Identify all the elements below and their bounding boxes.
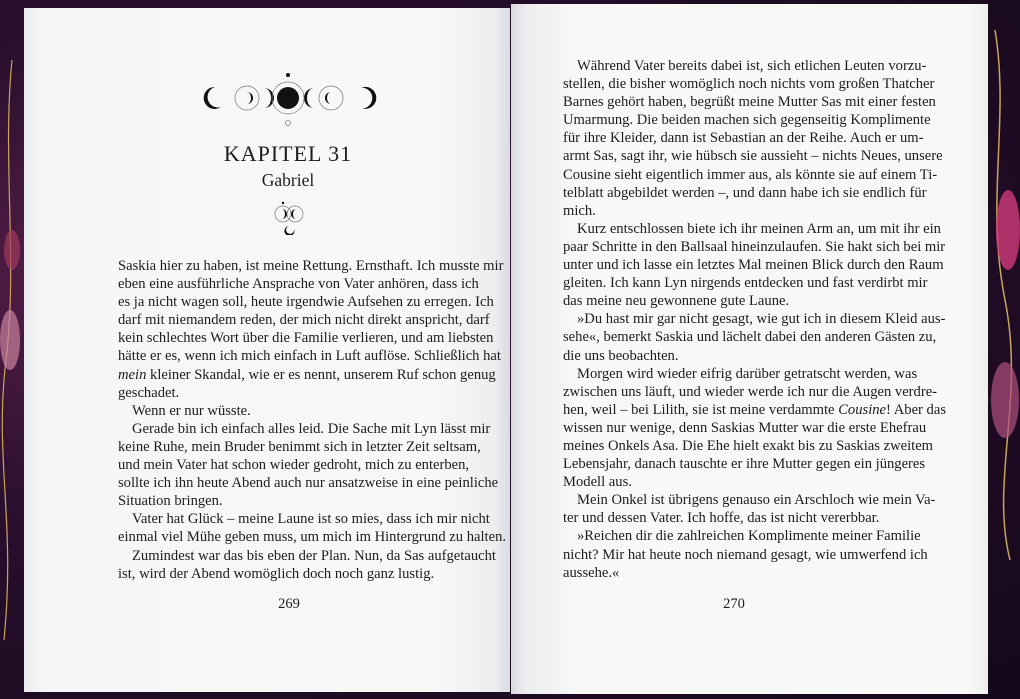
text-line [563, 546, 928, 564]
line-text: sollte ich ihn heute Abend auch nur ansatzweise in eine peinliche [118, 475, 499, 492]
text-line [563, 564, 906, 582]
text-line [563, 220, 941, 238]
line-text: Während Vater bereits dabei ist, sich etlichen Leuten vorzu- [577, 58, 927, 74]
line-text: hätte er es, wenn ich mich einfach in Luft auflöse. Schließlich hat [118, 348, 501, 365]
line-text: kleiner Skandal, wie er es nennt, unserem Ruf schon genug [146, 366, 496, 383]
text-line [118, 438, 481, 456]
line-text: Mein Onkel ist übrigens genauso ein Arschloch wie mein Va- [577, 492, 936, 509]
line-text: Umarmung. Die beiden machen sich gegenseitig Komplimente [563, 112, 931, 129]
text-line [118, 510, 490, 528]
right-page-body-text [563, 57, 947, 582]
text-line [563, 419, 927, 437]
text-line [563, 383, 938, 401]
text-line [118, 456, 470, 474]
line-text: Saskia hier zu haben, ist meine Rettung. Ernsthaft. Ich musste mir [118, 258, 504, 274]
text-line [563, 455, 926, 473]
text-line [563, 527, 921, 545]
line-text: Kurz entschlossen biete ich ihr meinen Arm an, um mit ihr ein [577, 220, 941, 237]
text-line [118, 528, 507, 546]
text-line [563, 274, 928, 292]
line-text: Zumindest war das bis eben der Plan. Nun, da Sas aufgetaucht [132, 547, 496, 564]
line-text: nicht? Mir hat heute noch niemand gesagt, wie umwerfend ich [563, 546, 928, 563]
text-line [118, 311, 490, 329]
line-text: sehe«, bemerkt Saskia und lächelt dabei den anderen Gästen zu, [563, 329, 937, 346]
line-text: gleiten. Ich kann Lyn nirgends entdecken und fast verdirbt mir [563, 275, 928, 292]
text-line [563, 111, 931, 129]
line-text: für ihre Kleider, dann ist Sebastian an der Reihe. Auch er um- [563, 130, 924, 147]
text-line [118, 275, 479, 293]
text-line [118, 347, 501, 365]
line-text: aussehe.« [563, 564, 620, 581]
line-text: hen, weil – bei Lilith, sie ist meine verdammte [563, 401, 839, 418]
line-text: unter und ich lasse ein letztes Mal meinen Blick durch den Raum [563, 257, 944, 274]
chapter-subtitle: Gabriel [261, 170, 315, 190]
text-line [118, 420, 491, 438]
text-line [118, 257, 504, 275]
line-text: Vater hat Glück – meine Laune ist so mies, dass ich mir nicht [132, 511, 490, 528]
text-line [563, 202, 906, 220]
line-text: eben eine ausführliche Ansprache von Vater anhören, dass ich [118, 276, 479, 293]
italic-emphasis: mein [118, 366, 147, 383]
line-text: Lebensjahr, danach tauschte er ihre Mutter gegen ein jüngeres [563, 456, 926, 473]
line-text: einmal viel Mühe geben muss, um mich im Hintergrund zu halten. [118, 529, 507, 546]
line-text: darf mit niemandem reden, der mich nicht direkt anspricht, darf [118, 312, 490, 329]
line-text: Morgen wird wieder eifrig darüber getratscht werden, was [577, 365, 918, 382]
text-line [563, 184, 927, 202]
text-line [563, 147, 943, 165]
text-line [563, 57, 927, 75]
chapter-title: KAPITEL 31 [223, 141, 353, 166]
line-text: meines Onkels Asa. Die Ehe hielt exakt bis zu Saskias zweitem [563, 437, 934, 454]
text-line [563, 437, 934, 455]
text-line [118, 384, 461, 402]
italic-emphasis: Cousine [838, 401, 887, 418]
line-text: das meine neu gewonnene gute Laune. [563, 293, 790, 310]
line-text: mich. [563, 202, 596, 219]
line-text: und mein Vater hat schon wieder gedroht, mich zu enterben, [118, 457, 470, 474]
line-text: Wenn er nur wüsste. [132, 402, 251, 419]
line-text: Cousine sieht eigentlich immer aus, als könnte sie auf einem Ti- [563, 166, 938, 183]
line-text: »Reichen dir die zahlreichen Komplimente meiner Familie [577, 528, 921, 545]
line-text: wissen nur wenige, denn Saskias Mutter war die erste Ehefrau [563, 419, 927, 436]
text-line [118, 565, 461, 583]
text-line [118, 293, 494, 311]
line-text: telblatt abgebildet werden –, und dann habe ich sie endlich für [563, 184, 927, 201]
text-line [563, 347, 906, 365]
line-text: es ja nicht wagen soll, heute irgendwie Aufsehen zu erregen. Ich [118, 294, 494, 311]
line-text: armt Sas, sagt ihr, wie hübsch sie aussieht – nichts Neues, unsere [563, 148, 943, 165]
text-line [118, 492, 461, 510]
line-text: geschadet. [118, 384, 180, 401]
text-line [563, 473, 906, 491]
line-text: Barnes gehört haben, begrüßt meine Mutter Sas mit einer festen [563, 94, 936, 111]
text-line [563, 328, 937, 346]
line-text: die uns beobachten. [563, 347, 679, 364]
page-number-right: 270 [723, 596, 745, 612]
text-line [118, 366, 496, 384]
small-moon-ornament-icon [269, 199, 309, 235]
line-text: ! Aber das [886, 401, 947, 418]
line-text: »Du hast mir gar nicht gesagt, wie gut ich in diesem Kleid aus- [577, 311, 946, 328]
line-text: Gerade bin ich einfach alles leid. Die Sache mit Lyn lässt mir [132, 420, 491, 437]
left-page-body-text [118, 257, 507, 583]
line-text: paar Schritte in den Ballsaal hineinzulaufen. Sie hakt sich bei mir [563, 238, 946, 255]
text-line [563, 166, 938, 184]
text-line [563, 365, 918, 383]
text-line [563, 75, 935, 93]
text-line [563, 292, 906, 310]
text-line [563, 491, 936, 509]
line-text: Modell aus. [563, 474, 632, 491]
line-text: kein schlechtes Wort über die Familie verlieren, und am liebsten [118, 330, 494, 347]
line-text: ist, wird der Abend womöglich doch noch ganz lustig. [118, 565, 435, 582]
text-line [563, 93, 936, 111]
line-text: ter und dessen Vater. Ich hoffe, das ist nicht vererbbar. [563, 510, 880, 527]
line-text: zwischen uns läuft, und wieder werde ich nur die Augen verdre- [563, 383, 938, 400]
text-line [118, 402, 461, 420]
text-line [563, 256, 944, 274]
moon-phases-ornament-icon [190, 70, 390, 130]
line-text: Situation bringen. [118, 493, 223, 510]
page-number-left: 269 [278, 596, 300, 612]
text-line [563, 238, 946, 256]
text-line [563, 129, 924, 147]
text-line [118, 547, 496, 565]
line-text: keine Ruhe, mein Bruder benimmt sich in letzter Zeit seltsam, [118, 438, 481, 455]
line-text: stellen, die bisher womöglich noch nichts vom großen Thatcher [563, 76, 935, 93]
text-line [118, 474, 499, 492]
text-line [563, 509, 906, 527]
text-line [563, 310, 946, 328]
text-line [118, 329, 494, 347]
text-line [563, 401, 947, 419]
